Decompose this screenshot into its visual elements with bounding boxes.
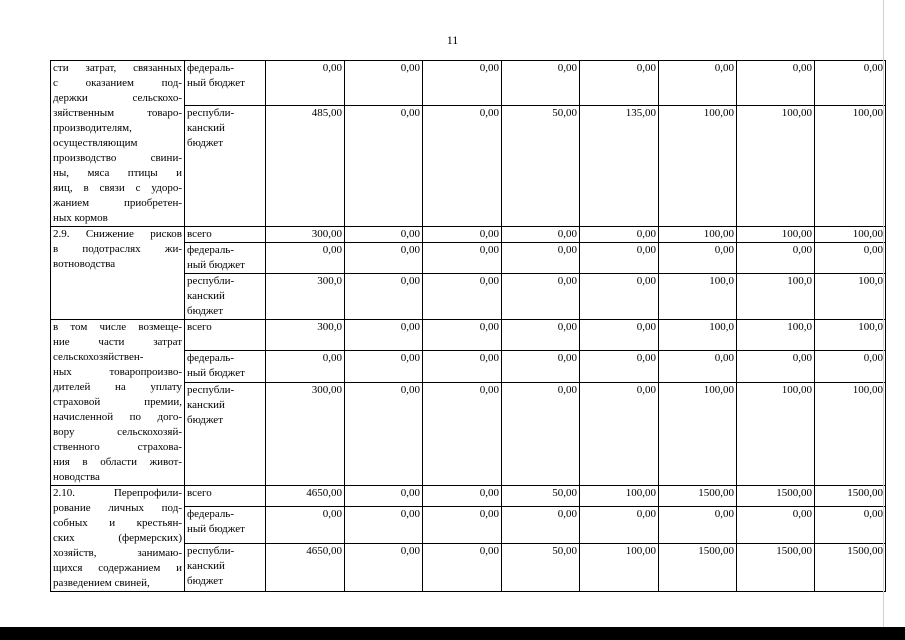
value-cell: 300,0 — [266, 320, 345, 351]
value-cell: 0,00 — [345, 543, 423, 591]
value-cell: 0,00 — [266, 243, 345, 274]
value-cell: 0,00 — [423, 61, 502, 106]
value-cell: 1500,00 — [737, 486, 815, 507]
description-cell: 2.9. Снижение рисков в подотраслях жи- вотноводства — [51, 227, 185, 320]
funding-source-cell: республи- канский бюджет — [185, 106, 266, 227]
value-cell: 1500,00 — [737, 543, 815, 591]
value-cell: 50,00 — [502, 543, 580, 591]
value-cell: 0,00 — [580, 350, 659, 382]
value-cell: 100,00 — [737, 106, 815, 227]
value-cell: 0,00 — [345, 382, 423, 485]
value-cell: 0,00 — [580, 506, 659, 543]
value-cell: 0,00 — [266, 61, 345, 106]
funding-source-cell: федераль- ный бюджет — [185, 350, 266, 382]
value-cell: 0,00 — [737, 61, 815, 106]
value-cell: 100,0 — [659, 274, 737, 320]
value-cell: 100,00 — [815, 382, 886, 485]
value-cell: 100,00 — [580, 486, 659, 507]
value-cell: 0,00 — [659, 350, 737, 382]
scan-bottom-bar — [0, 627, 905, 640]
description-cell: сти затрат, связанных с оказанием под- держки сельскохо- зяйственным товаро- производителям, осуществляющим производство свини- ны, мяса птицы и яиц, в связи с удоро- жанием приобретен- ных кормов — [51, 61, 185, 227]
table-body — [51, 61, 886, 592]
value-cell: 0,00 — [580, 382, 659, 485]
value-cell: 0,00 — [815, 350, 886, 382]
value-cell: 100,00 — [737, 227, 815, 243]
value-cell: 100,00 — [815, 106, 886, 227]
funding-source-cell: всего — [185, 320, 266, 351]
value-cell: 100,00 — [815, 227, 886, 243]
value-cell: 0,00 — [423, 350, 502, 382]
value-cell: 0,00 — [423, 243, 502, 274]
funding-source-cell: всего — [185, 227, 266, 243]
value-cell: 0,00 — [815, 243, 886, 274]
value-cell: 100,0 — [659, 320, 737, 351]
value-cell: 4650,00 — [266, 543, 345, 591]
funding-source-cell: республи- канский бюджет — [185, 382, 266, 485]
value-cell: 0,00 — [737, 506, 815, 543]
value-cell: 50,00 — [502, 486, 580, 507]
value-cell: 300,00 — [266, 227, 345, 243]
value-cell: 0,00 — [659, 243, 737, 274]
value-cell: 0,00 — [423, 320, 502, 351]
value-cell: 0,00 — [659, 61, 737, 106]
value-cell: 0,00 — [502, 61, 580, 106]
funding-source-cell: республи- канский бюджет — [185, 543, 266, 591]
page-number: 11 — [446, 33, 459, 47]
value-cell: 0,00 — [502, 382, 580, 485]
value-cell: 0,00 — [423, 227, 502, 243]
value-cell: 0,00 — [345, 486, 423, 507]
value-cell: 135,00 — [580, 106, 659, 227]
value-cell: 0,00 — [502, 506, 580, 543]
value-cell: 0,00 — [423, 506, 502, 543]
value-cell: 0,00 — [659, 506, 737, 543]
value-cell: 100,0 — [737, 320, 815, 351]
table-row — [51, 61, 886, 106]
value-cell: 0,00 — [502, 350, 580, 382]
value-cell: 0,00 — [580, 61, 659, 106]
value-cell: 1500,00 — [815, 486, 886, 507]
value-cell: 100,00 — [659, 106, 737, 227]
value-cell: 0,00 — [266, 350, 345, 382]
value-cell: 0,00 — [345, 320, 423, 351]
value-cell: 1500,00 — [659, 486, 737, 507]
value-cell: 0,00 — [345, 274, 423, 320]
value-cell: 0,00 — [266, 506, 345, 543]
value-cell: 0,00 — [345, 61, 423, 106]
description-cell: в том числе возмеще- ние части затрат сельскохозяйствен- ных товаропроизво- дителей на уплату страховой премии, начисленной по дого- вору сельскохозяй- ственного страхова- ния в области живот- новодства — [51, 320, 185, 486]
value-cell: 100,00 — [659, 382, 737, 485]
value-cell: 0,00 — [345, 350, 423, 382]
funding-source-cell: федераль- ный бюджет — [185, 506, 266, 543]
value-cell: 100,0 — [815, 320, 886, 351]
funding-source-cell: федераль- ный бюджет — [185, 243, 266, 274]
value-cell: 0,00 — [345, 506, 423, 543]
value-cell: 0,00 — [502, 243, 580, 274]
value-cell: 0,00 — [345, 227, 423, 243]
value-cell: 300,00 — [266, 382, 345, 485]
scan-edge-line — [883, 0, 884, 627]
value-cell: 0,00 — [423, 486, 502, 507]
funding-source-cell: всего — [185, 486, 266, 507]
value-cell: 0,00 — [502, 274, 580, 320]
budget-table — [50, 60, 886, 592]
value-cell: 0,00 — [737, 350, 815, 382]
value-cell: 0,00 — [502, 320, 580, 351]
value-cell: 0,00 — [580, 243, 659, 274]
value-cell: 0,00 — [423, 543, 502, 591]
description-cell: 2.10. Перепрофили- рование личных под- собных и крестьян- ских (фермерских) хозяйств, занимаю- щихся содержанием и разведением свиней, — [51, 486, 185, 592]
value-cell: 100,00 — [737, 382, 815, 485]
value-cell: 100,00 — [659, 227, 737, 243]
value-cell: 0,00 — [580, 320, 659, 351]
table-row — [51, 227, 886, 243]
value-cell: 0,00 — [580, 227, 659, 243]
value-cell: 485,00 — [266, 106, 345, 227]
value-cell: 1500,00 — [815, 543, 886, 591]
value-cell: 0,00 — [815, 61, 886, 106]
value-cell: 0,00 — [580, 274, 659, 320]
table-row — [51, 486, 886, 507]
value-cell: 0,00 — [423, 106, 502, 227]
value-cell: 4650,00 — [266, 486, 345, 507]
value-cell: 0,00 — [423, 382, 502, 485]
value-cell: 0,00 — [502, 227, 580, 243]
funding-source-cell: федераль- ный бюджет — [185, 61, 266, 106]
value-cell: 0,00 — [345, 243, 423, 274]
value-cell: 50,00 — [502, 106, 580, 227]
value-cell: 100,0 — [815, 274, 886, 320]
value-cell: 0,00 — [345, 106, 423, 227]
funding-source-cell: республи- канский бюджет — [185, 274, 266, 320]
value-cell: 0,00 — [815, 506, 886, 543]
value-cell: 0,00 — [737, 243, 815, 274]
value-cell: 1500,00 — [659, 543, 737, 591]
value-cell: 300,0 — [266, 274, 345, 320]
value-cell: 0,00 — [423, 274, 502, 320]
table-row — [51, 320, 886, 351]
value-cell: 100,0 — [737, 274, 815, 320]
value-cell: 100,00 — [580, 543, 659, 591]
